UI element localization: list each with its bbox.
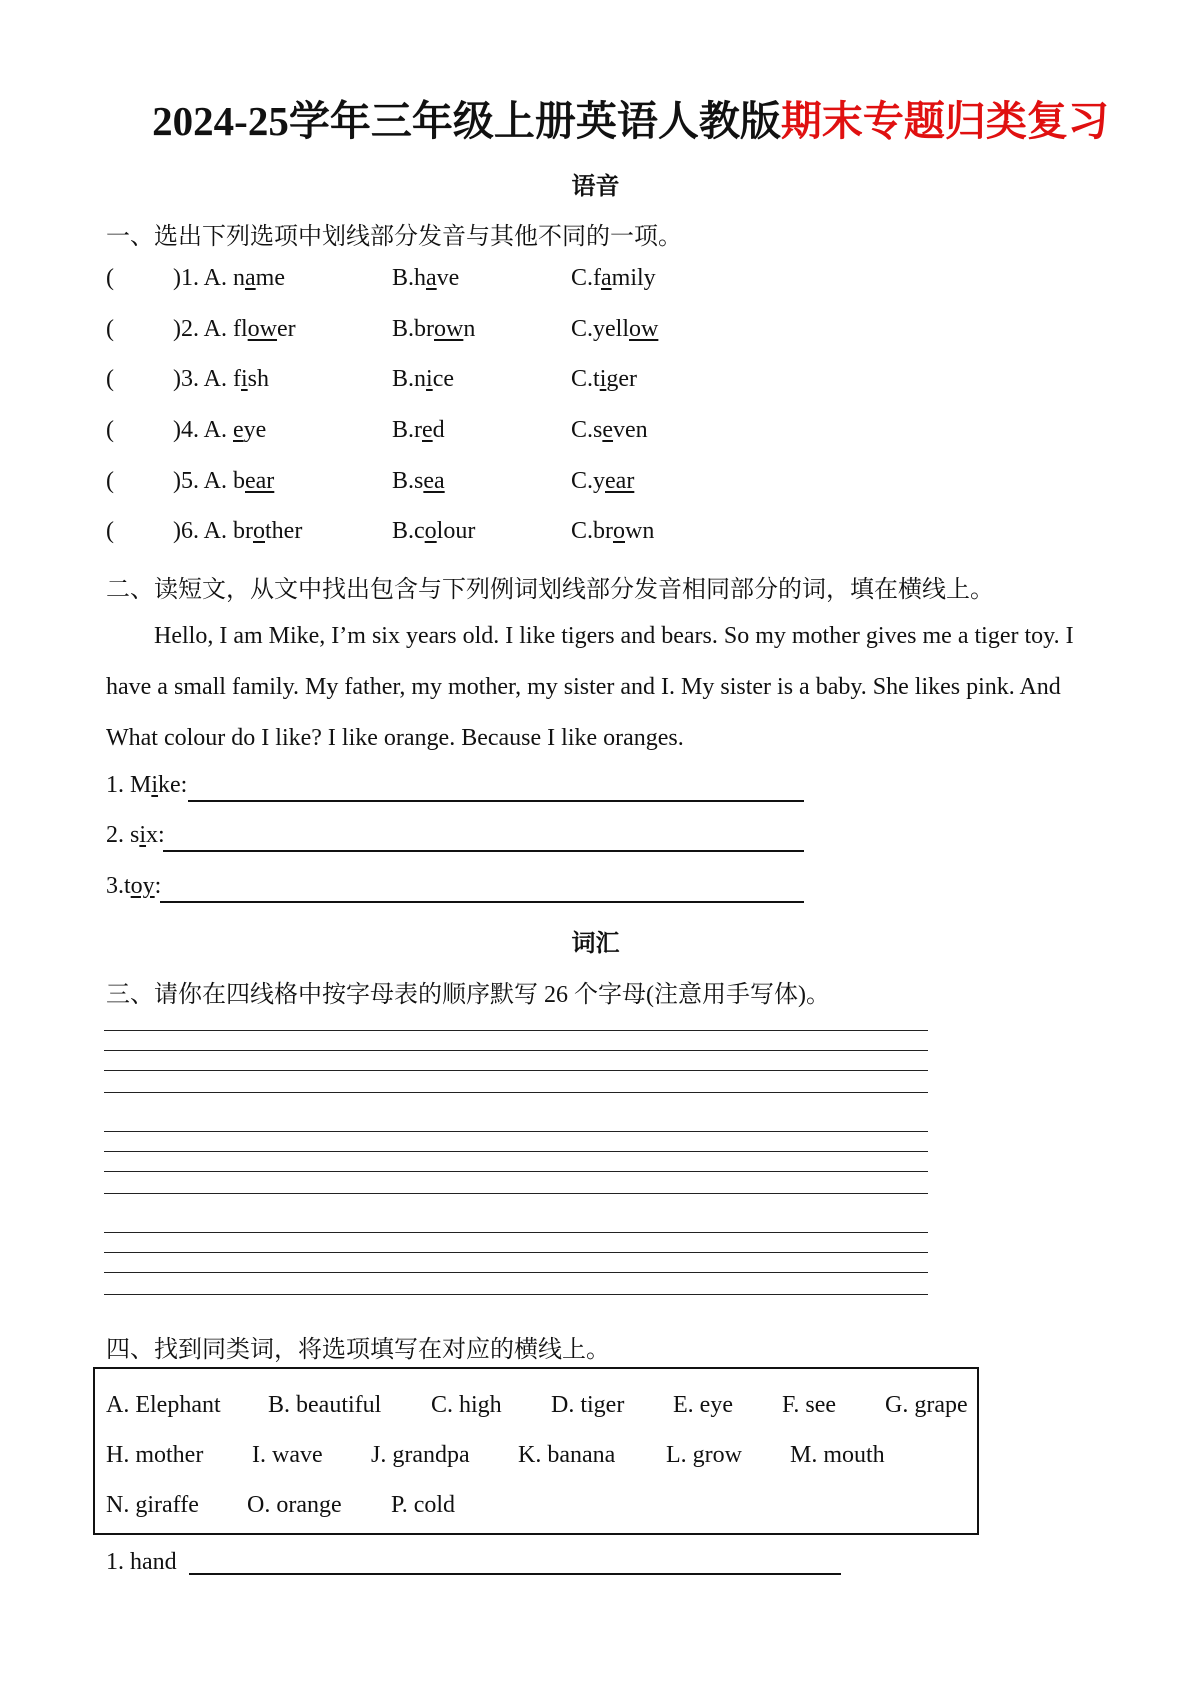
answer-paren[interactable]: ( xyxy=(106,265,114,291)
section-heading-vocab: 词汇 xyxy=(571,931,620,957)
q1-item xyxy=(173,265,285,292)
example-word: 2. six: xyxy=(106,822,165,848)
q2-passage: Hello, I am Mike, I’m six years old. I like tigers and bears. So my mother gives me a tiger toy. I have a small family. My father, my mother, my sister and I. My sister is a baby. She likes pink. And What colour do I like? I like orange. Because I like oranges. xyxy=(106,623,1074,751)
word-option: J. grandpa xyxy=(371,1442,470,1468)
word-option: K. banana xyxy=(518,1442,616,1468)
option-a: brother xyxy=(233,518,303,544)
answer-paren[interactable]: ( xyxy=(106,316,114,342)
option-b-cell xyxy=(392,518,475,545)
option-b-cell xyxy=(392,316,475,343)
word-option: P. cold xyxy=(391,1492,456,1518)
option-c: C.year xyxy=(571,468,635,494)
q2-item xyxy=(106,772,187,799)
title-highlight: 期末专题归类复习 xyxy=(780,98,1109,144)
q2-instruction: 二、读短文，从文中找出包含与下列例词划线部分发音相同部分的词，填在横线上。 xyxy=(106,577,994,603)
answer-paren[interactable]: ( xyxy=(106,366,114,392)
option-b-cell xyxy=(392,417,445,444)
option-b-cell xyxy=(392,265,459,292)
option-c: C.family xyxy=(571,265,656,291)
option-c-cell xyxy=(571,366,637,393)
option-c: C.tiger xyxy=(571,366,638,392)
word-option: M. mouth xyxy=(790,1442,885,1468)
q1-instruction: 一、选出下列选项中划线部分发音与其他不同的一项。 xyxy=(106,224,682,250)
option-a: flower xyxy=(233,316,296,342)
word-option: L. grow xyxy=(666,1442,742,1468)
q1-item xyxy=(173,417,266,444)
answer-blank[interactable] xyxy=(160,901,804,903)
option-c-cell xyxy=(571,265,656,292)
q4-item-1: 1. hand xyxy=(106,1549,177,1575)
answer-blank[interactable] xyxy=(189,1573,841,1575)
q1-item xyxy=(173,518,302,545)
q1-item xyxy=(173,468,274,495)
word-option: A. Elephant xyxy=(106,1392,221,1418)
word-option: I. wave xyxy=(252,1442,323,1468)
item-number: )5. A. xyxy=(173,468,233,494)
q2-item xyxy=(106,873,161,900)
answer-blank[interactable] xyxy=(163,850,804,852)
q4-instruction: 四、找到同类词，将选项填写在对应的横线上。 xyxy=(106,1337,610,1363)
q2-item xyxy=(106,822,165,849)
option-c: C.yellow xyxy=(571,316,659,342)
word-option: O. orange xyxy=(247,1492,342,1518)
option-b: B.sea xyxy=(392,468,445,494)
word-option: C. high xyxy=(431,1392,502,1418)
word-option: E. eye xyxy=(673,1392,733,1418)
item-number: )6. A. xyxy=(173,518,233,544)
option-a: bear xyxy=(233,468,275,494)
option-a: eye xyxy=(233,417,267,443)
item-number: )1. A. xyxy=(173,265,233,291)
item-number: )3. A. xyxy=(173,366,233,392)
answer-paren[interactable]: ( xyxy=(106,468,114,494)
option-c-cell xyxy=(571,316,658,343)
option-c: C.seven xyxy=(571,417,648,443)
option-b-cell xyxy=(392,468,445,495)
answer-blank[interactable] xyxy=(188,800,804,802)
item-number: )4. A. xyxy=(173,417,233,443)
answer-paren[interactable]: ( xyxy=(106,417,114,443)
option-a: name xyxy=(233,265,285,291)
page-title xyxy=(0,88,1191,147)
word-option: N. giraffe xyxy=(106,1492,199,1518)
section-heading-phonics: 语音 xyxy=(571,174,620,200)
word-option: D. tiger xyxy=(551,1392,625,1418)
example-word: 3.toy: xyxy=(106,873,162,899)
option-b-cell xyxy=(392,366,454,393)
option-b: B.colour xyxy=(392,518,476,544)
option-b: B.have xyxy=(392,265,460,291)
word-option: H. mother xyxy=(106,1442,204,1468)
word-option: G. grape xyxy=(885,1392,968,1418)
option-b: B.nice xyxy=(392,366,454,392)
answer-paren[interactable]: ( xyxy=(106,518,114,544)
option-b: B.brown xyxy=(392,316,476,342)
option-c: C.brown xyxy=(571,518,655,544)
word-option: B. beautiful xyxy=(268,1392,382,1418)
example-word: 1. Mike: xyxy=(106,772,188,798)
q1-item xyxy=(173,316,296,343)
option-c-cell xyxy=(571,468,634,495)
q3-instruction: 三、请你在四线格中按字母表的顺序默写 26 个字母(注意用手写体)。 xyxy=(106,982,830,1008)
option-a: fish xyxy=(233,366,270,392)
q1-item xyxy=(173,366,269,393)
title-main: 2024-25学年三年级上册英语人教版 xyxy=(152,98,781,144)
item-number: )2. A. xyxy=(173,316,233,342)
word-option: F. see xyxy=(782,1392,837,1418)
option-b: B.red xyxy=(392,417,445,443)
option-c-cell xyxy=(571,518,654,545)
option-c-cell xyxy=(571,417,648,444)
